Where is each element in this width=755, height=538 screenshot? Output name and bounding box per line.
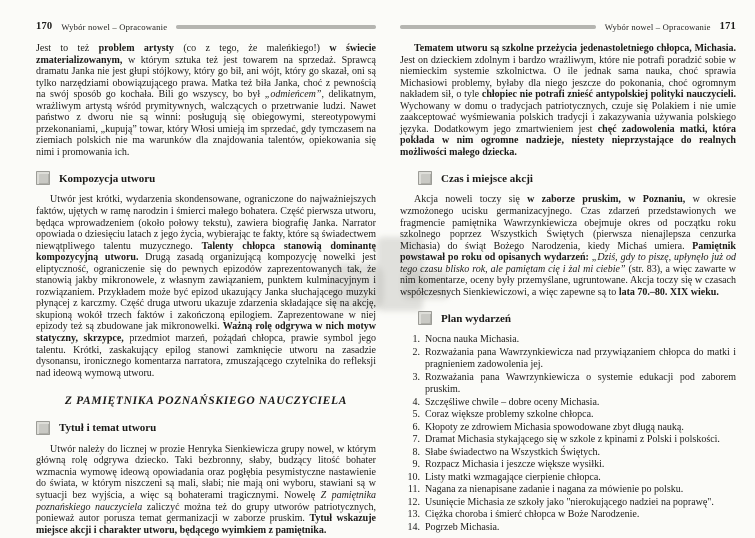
- plan-item-number: 1.: [412, 334, 420, 346]
- left-page-header: [36, 21, 376, 32]
- left-page: [36, 21, 376, 536]
- text-run: (co z tego, że maleńkiego!): [173, 43, 330, 54]
- plan-item-number: 8.: [412, 446, 420, 458]
- plan-item: [400, 409, 736, 422]
- section-title: Tytuł i temat utworu: [59, 422, 157, 435]
- paragraph: [36, 444, 376, 536]
- text-run: Tematem utworu są szkolne przeżycia jedenastoletniego chłopca, Michasia.: [414, 43, 736, 54]
- text-run: w zaborze pruskim, w Poznaniu,: [527, 194, 686, 206]
- plan-item-text: Rozważania pana Wawrzynkiewicza nad przywiązaniem chłopca do matki i pragnieniem zadowolenia jej.: [425, 346, 736, 371]
- running-title: Wybór nowel – Opracowanie: [61, 21, 168, 32]
- text-run: zaliczyć można też do grupy utworów patriotycznych, ponieważ autor porusza temat germanizacji w zaborze pruskim.: [36, 501, 376, 525]
- plan-item-number: 9.: [412, 459, 420, 471]
- plan-item-number: 12.: [407, 496, 420, 508]
- right-page: [400, 21, 736, 534]
- plan-item-text: Słabe świadectwo na Wszystkich Świętych.: [425, 446, 601, 458]
- plan-item-text: Szczęśliwe chwile – dobre oceny Michasia.: [425, 396, 600, 408]
- text-run: Ważną rolę odgrywa w nich motyw statyczny, skrzypce,: [36, 321, 376, 345]
- text-run: w którym sztuka też jest towarem na sprzedaż. Sprawcą dramatu Janka nie jest głupi stójkowy, który go bił, ani wójt, który go skazał, oni są tylko narzędziami obowiązującego prawa. Matka też biła Janka, choć z pewnością na swój sposób go kochała. Bili go wszyscy, bo był: [36, 54, 376, 101]
- plan-item-number: 13.: [407, 509, 420, 521]
- text-run: , delikatnym, wrażliwym artystą wśród prymitywnych, walczących o przetrwanie ludzi. Nawet państwo z dworu nie są winni: posługują się obiegowymi, stereotypowymi przekonaniami, „kupują” towar, który Włosi umieją im sprzedać, gdy tymczasem na ziemiach polskich nie ma warunków dla znajdowania talentów, opiekowania się nimi i promowania ich.: [36, 89, 376, 158]
- plan-item: [400, 509, 736, 522]
- text-run: lata 70.–80. XIX wieku.: [618, 286, 719, 298]
- page-number: 170: [36, 21, 53, 32]
- section-header: [36, 421, 376, 435]
- open-book-icon: [418, 311, 432, 325]
- chapter-title: Z PAMIĘTNIKA POZNAŃSKIEGO NAUCZYCIELA: [64, 395, 348, 408]
- plan-item-text: Ciężka choroba i śmierć chłopca w Boże Narodzenie.: [425, 509, 640, 521]
- text-run: Pamiętnik powstawał po roku od opisanych wydarzeń:: [400, 240, 736, 264]
- plan-item: [400, 472, 736, 485]
- plan-item-text: Pogrzeb Michasia.: [425, 521, 500, 533]
- text-run: Utwór należy do licznej w prozie Henryka Sienkiewicza grupy nowel, w którym główną rolę odgrywa dziecko. Taki bezbronny, słaby, budzący litość bohater wzmacnia wymowę ideową opowiadania oraz pogłębia pesymistyczne nastawienie do świata, w którym niszczeni są mali, słabi; nie mają oni wyboru, stawiani są w sytuacji bez wyjścia, a więc są bohaterami tragicznymi. Nowelę: [36, 443, 376, 501]
- text-run: problem artysty: [98, 43, 174, 54]
- text-run: w okresie wzmożonego ucisku germanizacyjnego. Czas zdarzeń przedstawionych we fragmencie pamiętnika Wawrzynkiewicza obejmuje okres od początku roku szkolnego poprzez Wszystkich Świętych (pierwsza nienajlepsza cenzurka Michasia) do świąt Bożego Narodzenia, kiedy Michaś umiera.: [400, 194, 736, 252]
- text-run: Drugą zasadą organizującą kompozycję nowelki jest eliptyczność, ograniczenie się do pewnych epizodów zaprezentowanych tak, że stanowią jakby mikronowele, z własnym zawiązaniem, punktem kulminacyjnym i rozwiązaniem. Przykładem może być epizod ukazujący Janka słuchającego muzyki płynącej z karczmy. Część druga utworu ukazuje zdarzenia składające się na akcję, skupioną wokół trzech faktów i zakończoną epilogiem. Zaprezentowane w niej epizody też są zbudowane jak mikronowelki.: [36, 252, 376, 333]
- plan-item: [400, 497, 736, 510]
- text-run: „Dziś, gdy to piszę, upłynęło już od tego czasu blisko rok, ale pamiętam cię i żal mi ciebie”: [400, 252, 736, 275]
- open-book-icon: [418, 171, 432, 185]
- paragraph: [400, 43, 736, 158]
- plan-item: [400, 347, 736, 372]
- plan-item-number: 14.: [407, 521, 420, 533]
- text-run: Akcja noweli toczy się: [414, 194, 528, 206]
- plan-item: [400, 459, 736, 472]
- text-run: „odmieńcem”: [264, 89, 322, 101]
- right-page-body: [400, 43, 736, 534]
- plan-item-text: Dramat Michasia stykającego się w szkole z kpinami z Polski i polskości.: [425, 434, 720, 446]
- plan-item-number: 10.: [407, 471, 420, 483]
- text-run: chęć zadowolenia matki, która pokłada w nim ogromne nadzieje, niestety nieprzystające do realnych możliwości małego dziecka.: [400, 123, 736, 158]
- open-book-icon: [36, 421, 50, 435]
- section-header: [36, 171, 376, 185]
- plan-item: [400, 397, 736, 410]
- text-run: Z pamiętnika poznańskiego nauczyciela: [36, 489, 377, 513]
- plan-item-number: 3.: [412, 371, 420, 383]
- left-page-body: [36, 43, 376, 536]
- right-page-header: [400, 21, 736, 32]
- header-rule: [176, 25, 376, 29]
- text-run: przedmiot marzeń, pożądań chłopca, prawie symbol jego talentu. Krótki, zaskakujący epilog stanowi zamknięcie utworu na zasadzie dysonansu, ironicznego komentarza narratora, zmuszającego czytelnika do refleksji nad ideową wymową utworu.: [36, 333, 376, 379]
- plan-item-text: Listy matki wzmagające cierpienie chłopca.: [425, 471, 601, 483]
- page-number: 171: [719, 21, 736, 32]
- text-run: (str. 83), a więc zawarte w nim komentarze, oceny były przemyślane, ugruntowane. Akcja toczy się w czasach współczesnych Sienkiewiczowi, a więc zapewne są to: [400, 263, 736, 298]
- plan-item-text: Nagana za nienapisane zadanie i nagana za mówienie po polsku.: [425, 484, 684, 496]
- plan-item-number: 7.: [412, 434, 420, 446]
- section-title: Kompozycja utworu: [59, 172, 156, 185]
- plan-item-text: Kłopoty ze zdrowiem Michasia spowodowane zbyt długą nauką.: [425, 421, 684, 433]
- text-run: w świecie zmaterializowanym,: [36, 43, 376, 66]
- paragraph: [36, 43, 376, 158]
- plan-item-number: 5.: [412, 409, 420, 421]
- text-run: Jest to też: [36, 43, 99, 54]
- text-run: Utwór jest krótki, wydarzenia skondensowane, ograniczone do najważniejszych faktów, ujętych w ramę narodzin i śmierci małego bohatera. Część pierwsza utworu, będąca wprowadzeniem (około połowy tekstu), zawiera biografię Janka. Narrator opowiada o dziesięciu latach z jego życia, wybierając te fakty, które są świadectwem niewątpliwego talentu muzycznego.: [36, 194, 376, 252]
- plan-item: [400, 334, 736, 347]
- plan-item: [400, 422, 736, 435]
- text-run: Talenty chłopca stanowią dominantę kompozycyjną utworu.: [36, 240, 376, 264]
- section-title: Plan wydarzeń: [441, 312, 511, 325]
- plan-item-number: 2.: [412, 346, 420, 358]
- header-rule: [400, 25, 596, 29]
- plan-item-number: 11.: [407, 484, 420, 496]
- paragraph: [400, 194, 736, 298]
- plan-item-text: Rozpacz Michasia i jeszcze większe wysiłki.: [425, 459, 605, 471]
- plan-item: [400, 434, 736, 447]
- plan-item-number: 4.: [412, 396, 420, 408]
- event-plan-list: [400, 334, 736, 534]
- running-title: Wybór nowel – Opracowanie: [604, 21, 711, 32]
- plan-item: [400, 447, 736, 460]
- text-run: Jest on dzieckiem zdolnym i bardzo wrażliwym, które nie potrafi poradzić sobie w niemieckim systemie szkolnictwa. O ile jednak sama nauka, choć sprawia Michasiowi problemy, byłaby dla niego jeszcze do pokonania, choć ogromnym nakładem sił, o tyle: [400, 54, 736, 101]
- plan-item-text: Nocna nauka Michasia.: [425, 334, 520, 346]
- section-header: [418, 311, 736, 325]
- paragraph: [36, 194, 376, 379]
- text-run: Tytuł wskazuje miejsce akcji i charakter utworu, będącego wyimkiem z pamiętnika.: [36, 513, 376, 536]
- section-title: Czas i miejsce akcji: [441, 172, 533, 185]
- plan-item: [400, 522, 736, 535]
- text-run: chłopiec nie potrafi znieść antypolskiej polityki nauczycieli.: [481, 89, 736, 101]
- plan-item-text: Rozważania pana Wawrzynkiewicza o systemie edukacji pod zaborem pruskim.: [425, 371, 736, 396]
- plan-item-number: 6.: [412, 421, 420, 433]
- text-run: Wychowany w domu o tradycjach patriotycznych, czuje się Polakiem i nie umie zaakceptować wyśmiewania polskich tradycji i zakazywania używania polskiego języka. Dodatkowym jego zmartwieniem jest: [400, 100, 736, 135]
- open-book-icon: [36, 171, 50, 185]
- plan-item-text: Coraz większe problemy szkolne chłopca.: [425, 409, 594, 421]
- plan-item-text: Usunięcie Michasia ze szkoły jako "nierokującego nadziei na poprawę".: [425, 496, 714, 508]
- plan-item: [400, 484, 736, 497]
- plan-item: [400, 372, 736, 397]
- section-header: [418, 171, 736, 185]
